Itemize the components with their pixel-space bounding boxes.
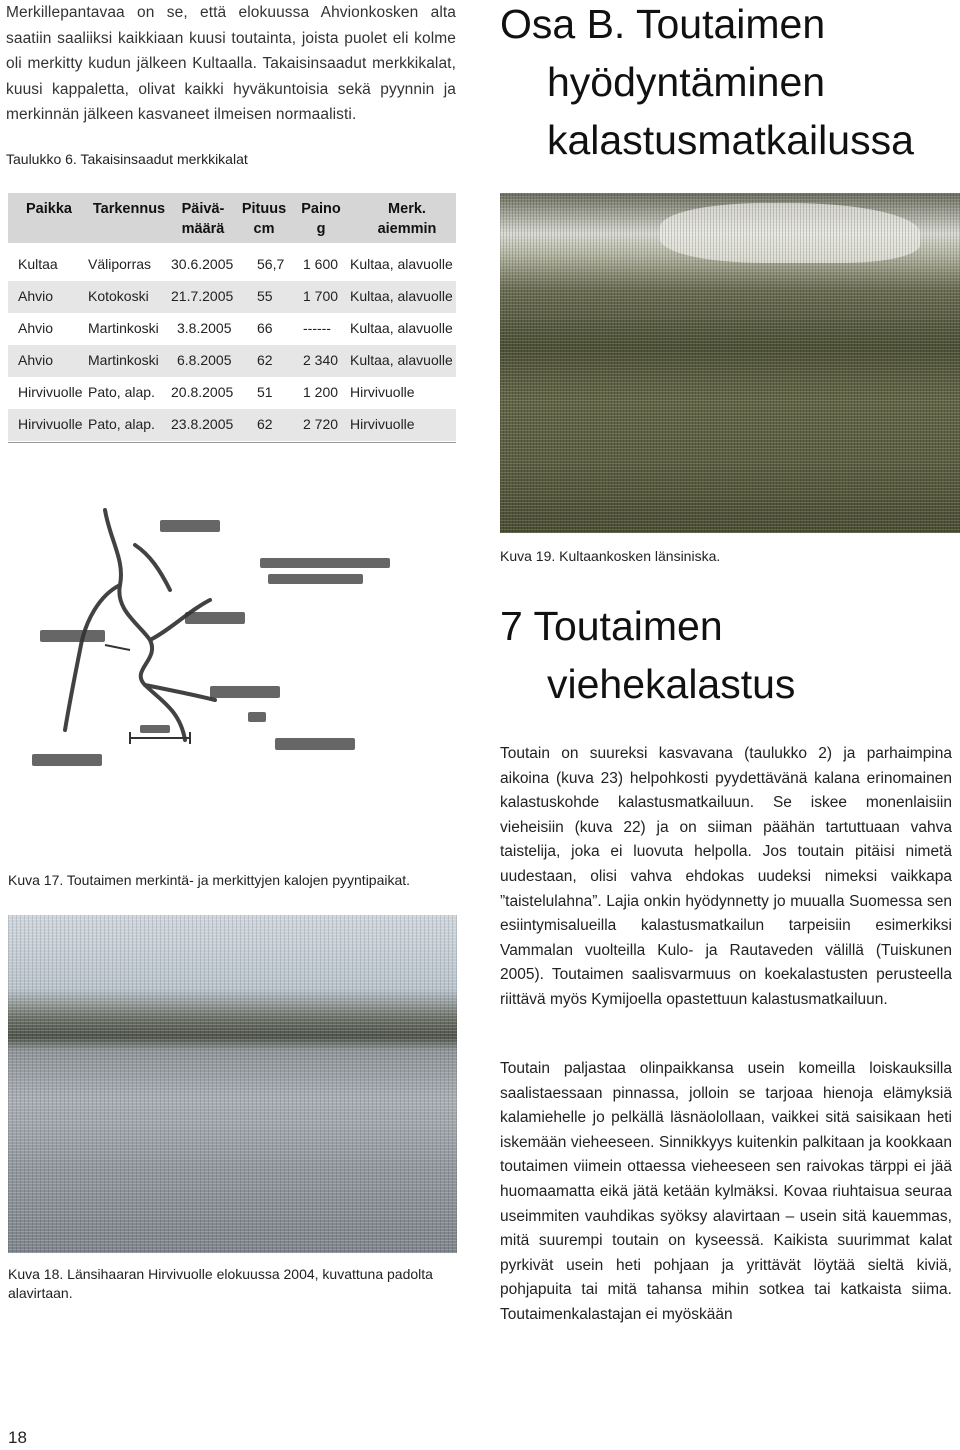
table-bottom-rule — [8, 442, 456, 443]
cell-merk: Kultaa, alavuolle — [350, 288, 453, 304]
kuva17-caption: Kuva 17. Toutaimen merkintä- ja merkittyjen kalojen pyyntipaikat. — [8, 872, 411, 888]
photo-texture — [8, 915, 457, 1253]
cell-tarkennus: Kotokoski — [88, 288, 149, 304]
intro-paragraph: Merkillepantavaa on se, että elokuussa Ahvionkosken alta saatiin saaliiksi kaikkiaan kuusi toutainta, joista puolet eli kolme oli merkitty kudun jälkeen Kultaalla. Takaisinsaadut merkkikalat, kuusi kappaletta, olivat kaikki hyväkuntoisia sekä pyynnin ja merkinnän jälkeen kasvaneet ilmeisen normaalisti. — [6, 4, 456, 123]
cell-paikka: Ahvio — [18, 288, 54, 304]
cell-pituus: 55 — [257, 288, 273, 304]
cell-paivamaara: 21.7.2005 — [171, 288, 234, 304]
photo-texture — [500, 193, 960, 533]
cell-tarkennus: Pato, alap. — [88, 416, 155, 432]
header-paino — [294, 199, 348, 239]
cell-paino: ------ — [303, 320, 331, 336]
cell-paino: 2 340 — [303, 352, 339, 368]
cell-paivamaara: 3.8.2005 — [177, 320, 232, 336]
body-paragraph-2: Toutain paljastaa olinpaikkansa usein komeilla loiskauksilla saalistaessaan pinnassa, jolloin se tarjoaa hienoja elämyksiä kalamiehelle jo pelkällä läsnäolollaan, vaikkei sitä saisikaan heti iskemään vieheeseen. Sinnikkyys kuitenkin palkitaan ja kookkaan toutaimen viimein ottaessa vieheeseen sen raivokas tärppi ei jää huomaamatta eikä jätä ketään kylmäksi. Kovaa riuhtaisua seuraa useimmiten vauhdikas syöksy alavirtaan – usein sitä kauemmas, mitä suurempi toutain on kyseessä. Kaikista suurimmat kalat pyrkivät usein heti pohjaan ja yrittävät löytää sieltä kiviä, pohjapuita tai mitä tahansa mihin sotkea tai katkaista siima. Toutaimenkalastajan ei myöskään — [500, 1060, 952, 1323]
cell-paikka: Ahvio — [18, 320, 54, 336]
header-merk — [364, 199, 450, 239]
cell-tarkennus: Pato, alap. — [88, 384, 155, 400]
table-header — [8, 193, 456, 243]
section-b-line3: kalastusmatkailussa — [547, 117, 914, 163]
cell-merk: Kultaa, alavuolle — [350, 256, 453, 272]
section-7-line2: viehekalastus — [547, 661, 796, 707]
lake-photo — [8, 915, 457, 1253]
section-b-heading — [500, 0, 950, 169]
header-pituus-line1: Pituus — [241, 201, 287, 217]
cell-pituus: 66 — [257, 320, 273, 336]
table-row — [8, 313, 456, 345]
cell-paikka: Hirvivuolle — [18, 384, 83, 400]
cell-merk: Hirvivuolle — [350, 384, 415, 400]
header-tarkennus — [88, 199, 170, 219]
header-paino-line2: g — [316, 221, 326, 237]
cell-paivamaara: 30.6.2005 — [171, 256, 234, 272]
cell-tarkennus: Väliporras — [88, 256, 152, 272]
cell-paino: 1 200 — [303, 384, 339, 400]
cell-pituus: 62 — [257, 352, 273, 368]
header-pituus-line2: cm — [253, 221, 275, 237]
cell-paikka: Ahvio — [18, 352, 54, 368]
cell-pituus: 56,7 — [257, 256, 285, 272]
header-tarkennus-text: Tarkennus — [92, 201, 166, 217]
table-row — [8, 249, 456, 281]
section-b-line1: Osa B. Toutaimen — [500, 1, 826, 47]
cell-paino: 1 600 — [303, 256, 339, 272]
river-map-drawing — [10, 500, 450, 780]
header-merk-line2: aiemmin — [377, 221, 437, 237]
cell-merk: Hirvivuolle — [350, 416, 415, 432]
cell-paivamaara: 20.8.2005 — [171, 384, 234, 400]
header-merk-line1: Merk. — [388, 201, 426, 217]
section-7-line1: 7 Toutaimen — [500, 603, 723, 649]
cell-merk: Kultaa, alavuolle — [350, 320, 453, 336]
map-figure — [10, 500, 450, 780]
cell-paivamaara: 6.8.2005 — [177, 352, 232, 368]
cell-merk: Kultaa, alavuolle — [350, 352, 453, 368]
cell-pituus: 51 — [257, 384, 273, 400]
cell-paikka: Kultaa — [18, 256, 58, 272]
cell-paino: 1 700 — [303, 288, 339, 304]
cell-paino: 2 720 — [303, 416, 339, 432]
section-b-line2: hyödyntäminen — [547, 59, 826, 105]
cell-paivamaara: 23.8.2005 — [171, 416, 234, 432]
river-photo — [500, 193, 960, 533]
header-paivamaara-line1: Päivä- — [181, 201, 225, 217]
kuva18-caption: Kuva 18. Länsihaaran Hirvivuolle elokuussa 2004, kuvattuna padolta alavirtaan. — [8, 1266, 433, 1301]
table-row — [8, 281, 456, 313]
section-7-heading — [500, 597, 950, 713]
header-pituus — [236, 199, 292, 239]
header-paivamaara-line2: määrä — [181, 221, 225, 237]
table-row — [8, 377, 456, 409]
kuva19-caption: Kuva 19. Kultaankosken länsiniska. — [500, 548, 721, 564]
table-row — [8, 409, 456, 441]
cell-tarkennus: Martinkoski — [88, 352, 159, 368]
cell-tarkennus: Martinkoski — [88, 320, 159, 336]
header-paikka — [18, 199, 80, 219]
page-number: 18 — [8, 1428, 27, 1447]
table-row — [8, 345, 456, 377]
header-paikka-text: Paikka — [26, 201, 72, 217]
header-paino-line1: Paino — [301, 201, 341, 217]
header-paivamaara — [170, 199, 236, 239]
cell-paikka: Hirvivuolle — [18, 416, 83, 432]
body-paragraph-1: Toutain on suureksi kasvavana (taulukko 2) ja parhaimpina aikoina (kuva 23) helpohkosti pyydettävänä kalana erinomainen kalastuskohde kalastusmatkailuun. Se iskee monenlaisiin vieheisiin (kuva 22) ja on siiman päähän tartuttuaan vahva taistelija, joka ei luovuta helpolla. Jos toutain pitäisi nimetä uudestaan, olisi vahva ehdokas uudeksi nimeksi vaikkapa ”taistelulahna”. Lajia onkin hyödynnetty jo muualla Suomessa sen esiintymisalueilla kalastusmatkailun tarpeisiin esimerkiksi Vammalan vuolteilla Kulo- ja Rautaveden välillä (Tuiskunen 2005). Toutaimen saalisvarmuus on koekalastusten perusteella riittävä myös Kymijoella opastettuun kalastusmatkailuun. — [500, 745, 952, 1008]
cell-pituus: 62 — [257, 416, 273, 432]
table-caption: Taulukko 6. Takaisinsaadut merkkikalat — [6, 151, 248, 167]
